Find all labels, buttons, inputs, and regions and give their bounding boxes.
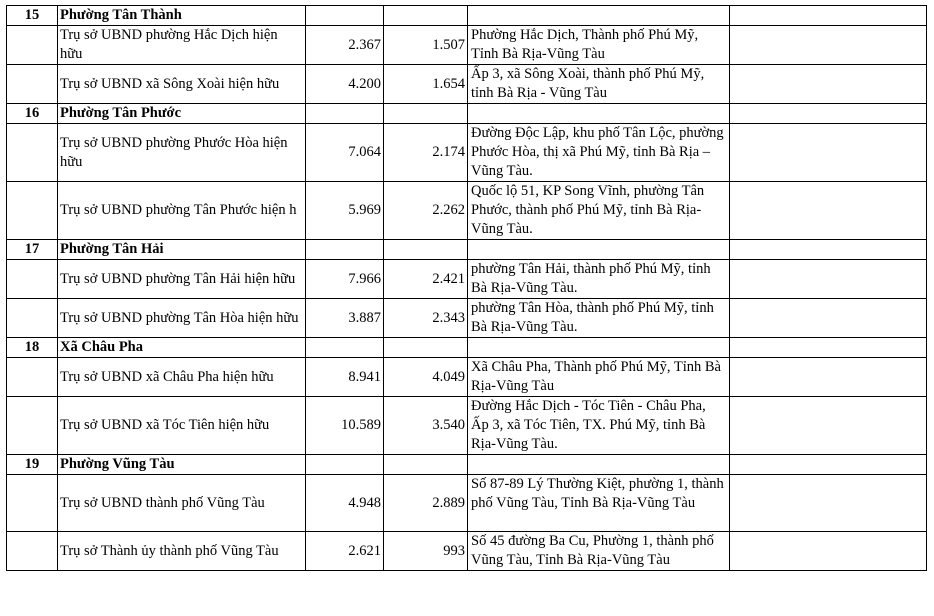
group-number: 17 [7,240,58,260]
group-name: Phường Vũng Tàu [58,455,306,475]
group-header-row [7,455,927,475]
facility-name: Trụ sở UBND phường Phước Hòa hiện hữu [58,124,306,182]
value-1: 3.887 [306,299,384,338]
value-2: 1.654 [384,65,468,104]
value-1: 10.589 [306,397,384,455]
table-row [7,260,927,299]
address: Đường Hắc Dịch - Tóc Tiên - Châu Pha, Ấp 3, xã Tóc Tiên, TX. Phú Mỹ, tỉnh Bà Rịa-Vũng Tàu. [468,397,730,455]
facility-name: Trụ sở UBND xã Châu Pha hiện hữu [58,358,306,397]
facility-table [6,5,927,571]
value-1: 5.969 [306,182,384,240]
table-row [7,299,927,338]
address: Số 87-89 Lý Thường Kiệt, phường 1, thành phố Vũng Tàu, Tỉnh Bà Rịa-Vũng Tàu [468,475,730,532]
group-header-row [7,104,927,124]
value-1: 7.064 [306,124,384,182]
group-header-row [7,240,927,260]
facility-name: Trụ sở Thành ủy thành phố Vũng Tàu [58,532,306,571]
value-1: 4.948 [306,475,384,532]
value-2: 2.174 [384,124,468,182]
group-number: 16 [7,104,58,124]
value-1: 7.966 [306,260,384,299]
value-2: 2.889 [384,475,468,532]
value-2: 3.540 [384,397,468,455]
value-2: 2.262 [384,182,468,240]
address: Ấp 3, xã Sông Xoài, thành phố Phú Mỹ, tỉnh Bà Rịa - Vũng Tàu [468,65,730,104]
group-number: 18 [7,338,58,358]
facility-name: Trụ sở UBND phường Tân Hòa hiện hữu [58,299,306,338]
value-1: 8.941 [306,358,384,397]
value-1: 2.621 [306,532,384,571]
address: phường Tân Hải, thành phố Phú Mỹ, tỉnh Bà Rịa-Vũng Tàu. [468,260,730,299]
table-row [7,475,927,532]
value-1: 4.200 [306,65,384,104]
address: phường Tân Hòa, thành phố Phú Mỹ, tỉnh Bà Rịa-Vũng Tàu. [468,299,730,338]
value-2: 2.421 [384,260,468,299]
facility-name: Trụ sở UBND xã Sông Xoài hiện hữu [58,65,306,104]
facility-name: Trụ sở UBND xã Tóc Tiên hiện hữu [58,397,306,455]
address: Phường Hắc Dịch, Thành phố Phú Mỹ, Tỉnh Bà Rịa-Vũng Tàu [468,26,730,65]
group-name: Phường Tân Phước [58,104,306,124]
group-name: Xã Châu Pha [58,338,306,358]
facility-name: Trụ sở UBND phường Tân Hải hiện hữu [58,260,306,299]
group-name: Phường Tân Hải [58,240,306,260]
table-row [7,358,927,397]
value-1: 2.367 [306,26,384,65]
table-row [7,532,927,571]
address: Xã Châu Pha, Thành phố Phú Mỹ, Tỉnh Bà Rịa-Vũng Tàu [468,358,730,397]
value-2: 993 [384,532,468,571]
value-2: 2.343 [384,299,468,338]
table-row [7,65,927,104]
facility-name: Trụ sở UBND phường Tân Phước hiện h [58,182,306,240]
value-2: 1.507 [384,26,468,65]
group-header-row [7,6,927,26]
group-number: 19 [7,455,58,475]
value-2: 4.049 [384,358,468,397]
group-header-row [7,338,927,358]
group-number: 15 [7,6,58,26]
address: Đường Độc Lập, khu phố Tân Lộc, phường Phước Hòa, thị xã Phú Mỹ, tỉnh Bà Rịa – Vũng Tàu. [468,124,730,182]
table-row [7,26,927,65]
address: Quốc lộ 51, KP Song Vĩnh, phường Tân Phước, thành phố Phú Mỹ, tỉnh Bà Rịa-Vũng Tàu. [468,182,730,240]
table-row [7,397,927,455]
group-name: Phường Tân Thành [58,6,306,26]
address: Số 45 đường Ba Cu, Phường 1, thành phố Vũng Tàu, Tỉnh Bà Rịa-Vũng Tàu [468,532,730,571]
facility-name: Trụ sở UBND phường Hắc Dịch hiện hữu [58,26,306,65]
table-row [7,124,927,182]
table-row [7,182,927,240]
facility-name: Trụ sở UBND thành phố Vũng Tàu [58,475,306,532]
